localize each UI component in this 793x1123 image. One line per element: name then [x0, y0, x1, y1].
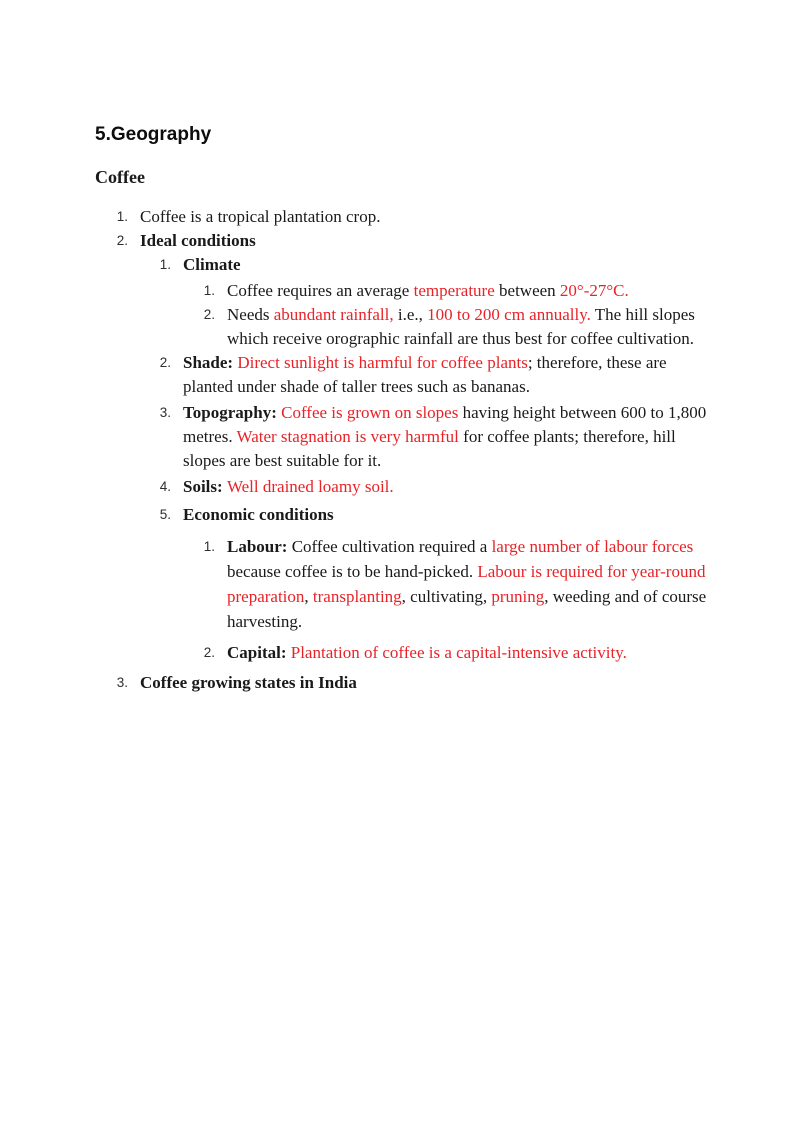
text-run: Coffee cultivation required a — [291, 537, 492, 556]
list-marker: 2. — [203, 307, 215, 322]
list-item-text — [183, 351, 708, 399]
text-run: Economic conditions — [183, 505, 334, 524]
text-run-label: Shade: — [183, 353, 238, 372]
text-run-label: Labour: — [227, 537, 292, 556]
text-run-highlight: transplanting — [312, 587, 402, 606]
list-item-soils — [138, 475, 708, 499]
list-item-text — [183, 475, 708, 499]
text-run: ; therefore, these are planted under shade of taller trees such as bananas. — [183, 353, 667, 396]
list-item-coffee-growing-states — [95, 671, 708, 695]
text-run: between — [494, 281, 560, 300]
list-item-climate — [138, 253, 708, 277]
text-run: , — [304, 587, 313, 606]
text-run-highlight: Plantation of coffee is a capital-intensive activity. — [290, 643, 627, 662]
list-marker: 2. — [159, 355, 171, 370]
text-run-highlight: 100 to 200 cm annually. — [427, 305, 591, 324]
list-item-text — [227, 303, 708, 351]
text-run-highlight: 20°-27°C. — [559, 281, 629, 300]
section-heading: Coffee — [95, 167, 145, 187]
text-run-label: Soils: — [183, 477, 227, 496]
text-run-highlight: Direct sunlight is harmful for coffee plants — [237, 353, 528, 372]
text-run-label: Capital: — [227, 643, 291, 662]
text-run-highlight: pruning — [491, 587, 545, 606]
list-marker: 2. — [203, 645, 215, 660]
list-item-text — [227, 279, 708, 303]
list-item-labour — [182, 534, 708, 634]
list-item-climate-temperature — [182, 279, 708, 303]
list-marker: 3. — [116, 675, 128, 690]
list-item-text — [140, 205, 708, 229]
text-run: Climate — [183, 255, 241, 274]
text-run: Coffee requires an average — [227, 281, 414, 300]
text-run: for coffee plants; therefore, hill slopes are best suitable for it. — [183, 427, 676, 470]
list-item-text — [227, 534, 708, 634]
list-item-text — [183, 401, 708, 473]
text-run: The hill slopes which receive orographic rainfall are thus best for coffee cultivation. — [227, 305, 695, 348]
text-run-highlight: large number of labour forces — [491, 537, 694, 556]
text-run-highlight: abundant rainfall, — [273, 305, 394, 324]
list-item-text — [183, 253, 708, 277]
list-item-shade — [138, 351, 708, 399]
list-marker: 3. — [159, 405, 171, 420]
list-marker: 4. — [159, 479, 171, 494]
text-run-highlight: Water stagnation is very harmful — [236, 427, 459, 446]
list-item-text — [140, 671, 708, 695]
text-run: Needs — [227, 305, 274, 324]
text-run: because coffee is to be hand-picked. — [227, 562, 478, 581]
list-item-climate-rainfall — [182, 303, 708, 351]
list-marker: 1. — [159, 257, 171, 272]
text-run-highlight: Well drained loamy soil. — [226, 477, 394, 496]
list-item-text — [227, 641, 708, 665]
list-item-ideal-conditions — [95, 229, 708, 253]
text-run: having height between 600 to 1,800 metres. — [183, 403, 707, 446]
text-run: Coffee growing states in India — [140, 673, 357, 692]
text-run-highlight: Coffee is grown on slopes — [281, 403, 459, 422]
list-marker: 1. — [203, 283, 215, 298]
text-run-highlight: Labour is required for year-round preparation — [227, 562, 706, 606]
list-marker: 2. — [116, 233, 128, 248]
text-run: Coffee is a tropical plantation crop. — [140, 207, 381, 226]
list-item-text — [140, 229, 708, 253]
text-run-label: Topography: — [183, 403, 282, 422]
text-run: Ideal conditions — [140, 231, 256, 250]
text-run-highlight: temperature — [413, 281, 495, 300]
list-marker: 5. — [159, 507, 171, 522]
text-run: , cultivating, — [401, 587, 492, 606]
list-marker: 1. — [203, 539, 215, 554]
list-item-economic-conditions — [138, 503, 708, 527]
page-title: 5.Geography — [95, 124, 212, 145]
list-item-capital — [182, 641, 708, 665]
list-item-topography — [138, 401, 708, 473]
list-marker: 1. — [116, 209, 128, 224]
text-run: i.e., — [393, 305, 428, 324]
list-item-intro — [95, 205, 708, 229]
text-run: , weeding and of course harvesting. — [227, 587, 707, 631]
list-item-text — [183, 503, 708, 527]
